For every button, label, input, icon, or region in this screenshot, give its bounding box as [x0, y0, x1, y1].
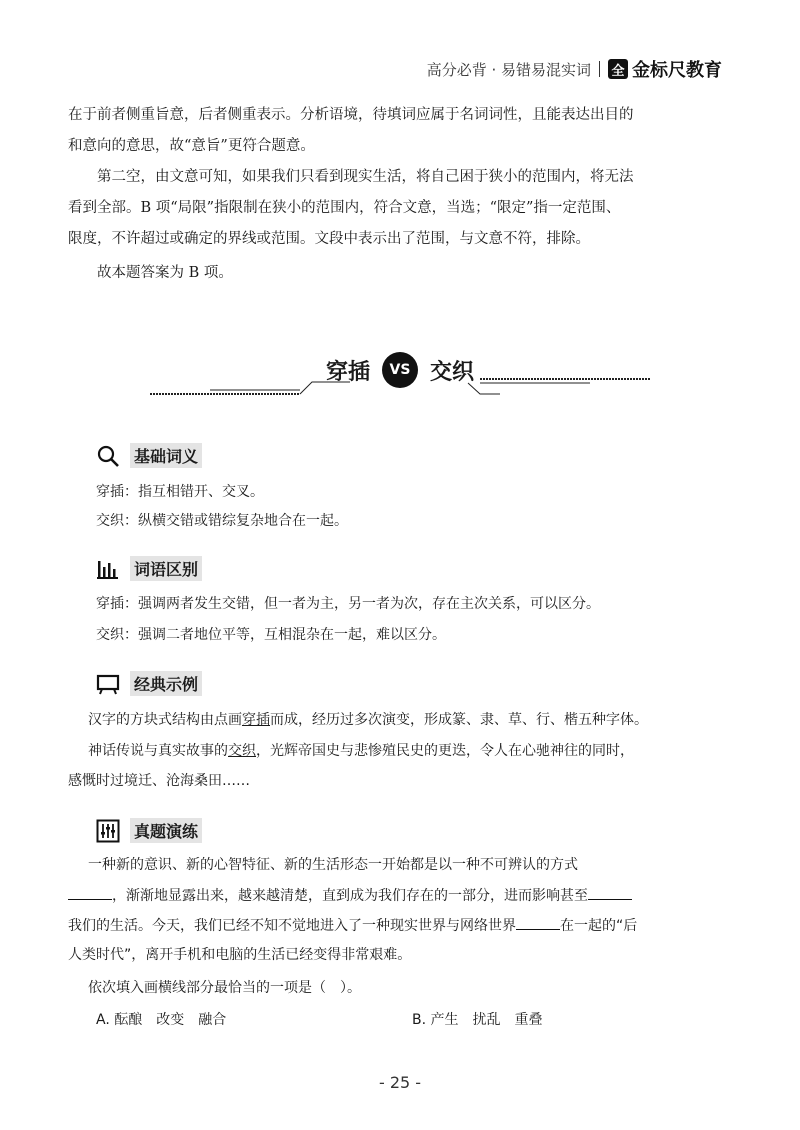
- example-line: 感慨时过境迁、沧海桑田……: [68, 773, 250, 789]
- title-word-right: 交织: [430, 358, 475, 385]
- answer-blank: [68, 885, 112, 900]
- header-text: 高分必背 · 易错易混实词: [426, 60, 591, 79]
- page-header: [427, 56, 722, 82]
- paragraph-line: 在于前者侧重旨意，后者侧重表示。分析语境，待填词应属于名词词性，且能表达出目的: [68, 107, 634, 123]
- question-line: 一种新的意识、新的心智特征、新的生活形态一开始都是以一种不可辨认的方式: [88, 857, 578, 873]
- section-title: 基础词义: [130, 443, 202, 468]
- header-divider: [599, 61, 600, 77]
- bar-chart-icon: [96, 557, 120, 581]
- question-line: ，渐渐地显露出来，越来越清楚，直到成为我们存在的一部分，进而影响甚至: [68, 885, 708, 906]
- highlighted-word: 穿插: [242, 712, 270, 728]
- section-word-difference: [96, 556, 202, 581]
- brand-mark-icon: 全: [608, 59, 628, 79]
- brand-name: 金标尺教育: [632, 60, 722, 81]
- section-classic-examples: [96, 671, 202, 696]
- board-icon: [96, 672, 120, 696]
- title-banner: [150, 352, 650, 412]
- answer-blank: [588, 885, 632, 900]
- search-icon: [96, 444, 120, 468]
- example-line: 神话传说与真实故事的交织，光辉帝国史与悲惨殖民史的更迭，令人在心驰神往的同时，: [88, 743, 634, 759]
- highlighted-word: 交织: [228, 743, 256, 759]
- paragraph-line: 看到全部。B 项“局限”指限制在狭小的范围内，符合文意，当选；“限定”指一定范围、: [68, 200, 621, 216]
- difference-line: 交织：强调二者地位平等，互相混杂在一起，难以区分。: [96, 627, 446, 643]
- question-prompt: 依次填入画横线部分最恰当的一项是（ ）。: [88, 980, 361, 996]
- brand-logo: [608, 56, 722, 82]
- sliders-icon: [96, 819, 120, 843]
- definition-line: 穿插：指互相错开、交叉。: [96, 484, 264, 500]
- question-line: 我们的生活。今天，我们已经不知不觉地进入了一种现实世界与网络世界 在一起的“后: [68, 915, 708, 936]
- section-practice: [96, 818, 202, 843]
- paragraph-line: 限度，不许超过或确定的界线或范围。文段中表示出了范围，与文意不符，排除。: [68, 231, 590, 247]
- definition-line: 交织：纵横交错或错综复杂地合在一起。: [96, 513, 348, 529]
- title-word-left: 穿插: [325, 358, 370, 385]
- page-number: - 25 -: [378, 1073, 422, 1092]
- option-a: A. 酝酿 改变 融合: [96, 1012, 227, 1028]
- paragraph-line: 和意向的意思，故“意旨”更符合题意。: [68, 138, 315, 154]
- paragraph-line: 第二空，由文意可知，如果我们只看到现实生活，将自己困于狭小的范围内，将无法: [97, 169, 634, 185]
- section-title: 经典示例: [130, 671, 202, 696]
- section-title: 真题演练: [130, 818, 202, 843]
- section-basic-meaning: [96, 443, 202, 468]
- answer-line: 故本题答案为 B 项。: [97, 265, 233, 281]
- example-line: 汉字的方块式结构由点画穿插而成，经历过多次演变，形成篆、隶、草、行、楷五种字体。: [88, 712, 648, 728]
- difference-line: 穿插：强调两者发生交错，但一者为主，另一者为次，存在主次关系，可以区分。: [96, 596, 600, 612]
- section-title: 词语区别: [130, 556, 202, 581]
- option-b: B. 产生 扰乱 重叠: [412, 1012, 543, 1028]
- answer-blank: [516, 915, 560, 930]
- question-line: 人类时代”，离开手机和电脑的生活已经变得非常艰难。: [68, 947, 412, 963]
- vs-badge: VS: [382, 352, 418, 388]
